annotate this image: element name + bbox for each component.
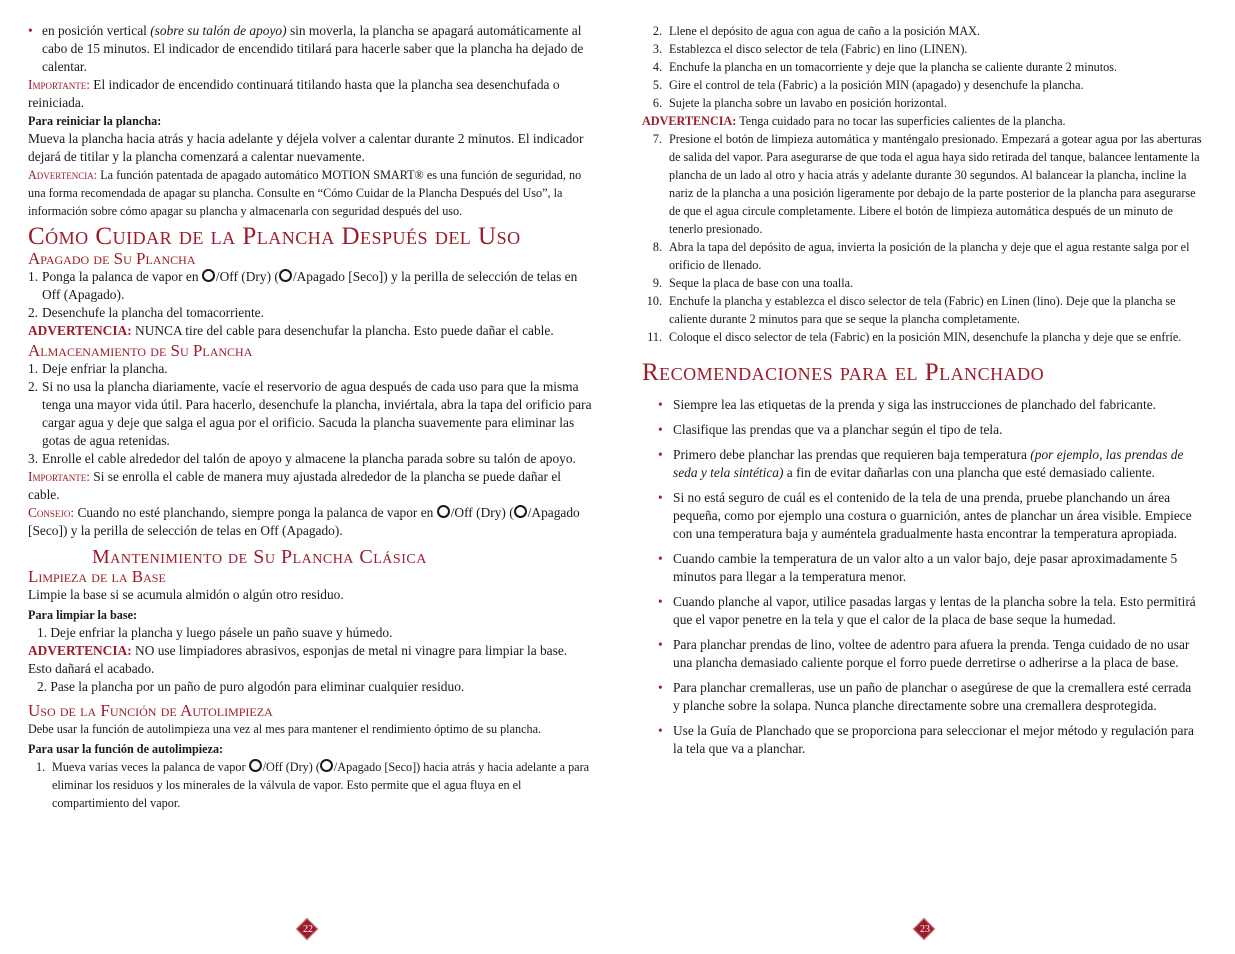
self-clean-step [642,58,1202,76]
step-number: 7. [652,132,662,146]
step-number: 6. [652,96,662,110]
self-clean-step [642,292,1202,328]
step-text: Enchufe la plancha en un tomacorriente y deje que la plancha se caliente durante 2 minutos. [669,60,1118,74]
step-number: 8. [652,240,662,254]
self-clean-steps-b [642,130,1202,346]
subsection-title-base: Limpieza de la Base [28,567,166,586]
circle-o-icon [249,759,262,772]
page-number-right: 23 [914,919,936,941]
warning-note-4: ADVERTENCIA: Tenga cuidado para no tocar las superficies calientes de la plancha. [642,114,1066,128]
subsection-title-off: Apagado de Su Plancha [28,249,196,268]
step-text: Abra la tapa del depósito de agua, invierta la posición de la plancha y deje que el agua restante salga por el orificio de llenado. [669,240,1190,272]
step-number: 10. [646,294,662,308]
circle-o-icon [514,505,527,518]
self-text: Debe usar la función de autolimpieza una vez al mes para mantener el rendimiento óptimo de su plancha. [28,722,542,736]
subsection-title-store: Almacenamiento de Su Plancha [28,341,253,360]
self-clean-step [642,76,1202,94]
base-text: Limpie la base si se acumula almidón o algún otro residuo. [28,587,344,602]
self-clean-step [642,40,1202,58]
off-step-2: 2. Desenchufe la plancha del tomacorriente. [28,305,264,320]
important-note-2: Importante: Si se enrolla el cable de manera muy ajustada alrededor de la plancha se puede dañar el cable. [28,469,561,502]
circle-o-icon [320,759,333,772]
step-text: Coloque el disco selector de tela (Fabric) en la posición MIN, desenchufe la plancha y deje que se enfríe. [669,330,1182,344]
step-text: Sujete la plancha sobre un lavabo en posición horizontal. [669,96,947,110]
clean-step-1: 1. Deje enfriar la plancha y luego pásele un paño suave y húmedo. [37,625,393,640]
step-number: 11. [647,330,662,344]
self-clean-step [642,94,1202,112]
recommendation-item: • Para planchar prendas de lino, voltee de adentro para afuera la prenda. Tenga cuidado de no usar una plancha demasiado caliente porque el forro puede derretirse o adherirse a la placa de base. [658,636,1198,672]
self-clean-step [642,274,1202,292]
recommendation-item: • Clasifique las prendas que va a planchar según el tipo de tela. [658,421,1198,439]
section-title-maint: Mantenimiento de Su Plancha Clásica [92,546,427,568]
tip-note: Consejo: Cuando no esté planchando, siempre ponga la palanca de vapor en /Off (Dry) ( /Apagado [Seco]) y la perilla de selección de telas en Off (Apagado). [28,505,580,538]
section-title-care: Cómo Cuidar de la Plancha Después del Uso [28,223,521,250]
step-number: 5. [652,78,662,92]
step-number: 9. [652,276,662,290]
right-page [642,22,1202,765]
self-clean-step [642,22,1202,40]
page-number-left: 22 [297,919,319,941]
step-text: Llene el depósito de agua con agua de caño a la posición MAX. [669,24,981,38]
warning-note-1: Advertencia: La función patentada de apagado automático MOTION SMART® es una función de seguridad, no una forma recomendada de apagar su plancha. Consulte en “Cómo Cuidar de la Plancha Después del Uso”, la información sobre cómo apagar su plancha y almacenarla con seguridad después del uso. [28,168,582,218]
section-title-recommendations: Recomendaciones para el Planchado [642,359,1045,386]
step-text: Presione el botón de limpieza automática y manténgalo presionado. Empezará a gotear agua por las aberturas de salida del vapor. Para asegurarse de que toda el agua haya sido retirada del tanque, balancee lentamente la plancha de un lado al otro y hacia atrás y adelante durante 30 segundos. Al balancear la plancha, incline la nariz de la plancha a una posición ligeramente por debajo de la parte posterior de la plancha para asegurarse de que el agua circule completamente. Libere el botón de limpieza automática después de un minuto de tenerlo presionado. [669,132,1202,236]
reset-text: Mueva la plancha hacia atrás y hacia adelante y déjela volver a calentar durante 2 minutos. El indicador dejará de titilar y la plancha comenzará a calentar nuevamente. [28,131,584,164]
warning-note-2: ADVERTENCIA: NUNCA tire del cable para desenchufar la plancha. Esto puede dañar el cable. [28,323,554,338]
recommendation-item: • Cuando planche al vapor, utilice pasadas largas y lentas de la plancha sobre la tela. Esto permitirá que el vapor penetre en la tela y que el calor de la placa de base seque la humedad. [658,593,1198,629]
warning-note-3: ADVERTENCIA: NO use limpiadores abrasivos, esponjas de metal ni vinagre para limpiar la base. Esto dañará el acabado. [28,643,568,676]
recommendation-item: • Siempre lea las etiquetas de la prenda y siga las instrucciones de planchado del fabricante. [658,396,1198,414]
clean-step-2: 2. Pase la plancha por un paño de puro algodón para eliminar cualquier residuo. [37,679,465,694]
off-step-1: 1. Ponga la palanca de vapor en /Off (Dry) ( /Apagado [Seco]) y la perilla de selección de telas en Off (Apagado). [28,269,578,302]
recommendation-item: • Primero debe planchar las prendas que requieren baja temperatura (por ejemplo, las prendas de seda y tela sintética) a fin de evitar dañarlas con una plancha que esté demasiado caliente. [658,446,1198,482]
step-text: Enchufe la plancha y establezca el disco selector de tela (Fabric) en Linen (lino). Deje que la plancha se caliente durante 2 minutos para que se seque la plancha completamente. [669,294,1176,326]
self-clean-steps-a [642,22,1202,112]
step-text: Gire el control de tela (Fabric) a la posición MIN (apagado) y desenchufe la plancha. [669,78,1084,92]
self-heading: Para usar la función de autolimpieza: [28,742,224,756]
store-step-3: 3. Enrolle el cable alrededor del talón de apoyo y almacene la plancha parada sobre su talón de apoyo. [28,451,576,466]
step-text: Establezca el disco selector de tela (Fabric) en lino (LINEN). [669,42,968,56]
circle-o-icon [202,269,215,282]
recommendation-item: • Use la Guía de Planchado que se proporciona para seleccionar el mejor método y regulación para la tela que va a planchar. [658,722,1198,758]
self-clean-step [642,328,1202,346]
step-number: 3. [652,42,662,56]
self-clean-step [642,130,1202,238]
reset-heading: Para reiniciar la plancha: [28,114,162,128]
subsection-title-self: Uso de la Función de Autolimpieza [28,701,273,720]
recommendation-item: • Cuando cambie la temperatura de un valor alto a un valor bajo, deje pasar aproximadamente 5 minutos para llegar a la temperatura menor. [658,550,1198,586]
step-number: 4. [652,60,662,74]
clean-heading: Para limpiar la base: [28,608,138,622]
store-step-1: 1. Deje enfriar la plancha. [28,361,168,376]
recommendation-item: • Para planchar cremalleras, use un paño de planchar o asegúrese de que la cremallera esté cerrada y planche sobre la solapa. Nunca planche directamente sobre una cremallera desprotegida. [658,679,1198,715]
circle-o-icon [279,269,292,282]
self-clean-step [642,238,1202,274]
recommendation-item: • Si no está seguro de cuál es el contenido de la tela de una prenda, pruebe planchando un área pequeña, como por ejemplo una costura o guarnición, antes de planchar un área visible. Empiece con una temperatura baja y auméntela gradualmente hasta encontrar la temperatura apropiada. [658,489,1198,543]
left-page [28,22,593,812]
step-number: 2. [652,24,662,38]
step-text: Seque la placa de base con una toalla. [669,276,854,290]
self-step-1: 1. Mueva varias veces la palanca de vapor /Off (Dry) ( /Apagado [Seco]) hacia atrás y hacia adelante a para eliminar los residuos y los minerales de la válvula de vapor. Esto permite que el agua fluya en el compartimiento del vapor. [36,760,590,810]
important-note-1: Importante: El indicador de encendido continuará titilando hasta que la plancha sea desenchufada o reiniciada. [28,77,560,110]
auto-off-bullet: • en posición vertical (sobre su talón de apoyo) sin moverla, la plancha se apagará automáticamente al cabo de 15 minutos. El indicador de encendido titilará para hacerle saber que la plancha ha dejado de calentar. [28,22,593,76]
store-step-2: 2. Si no usa la plancha diariamente, vacíe el reservorio de agua después de cada uso para que la misma tenga una mayor vida útil. Para hacerlo, desenchufe la plancha, inviértala, abra la tapa del orificio para cargar agua y deje que salga el agua por el orificio. Sacuda la plancha suavemente para eliminar las gotas de agua retenidas. [28,379,592,448]
circle-o-icon [437,505,450,518]
